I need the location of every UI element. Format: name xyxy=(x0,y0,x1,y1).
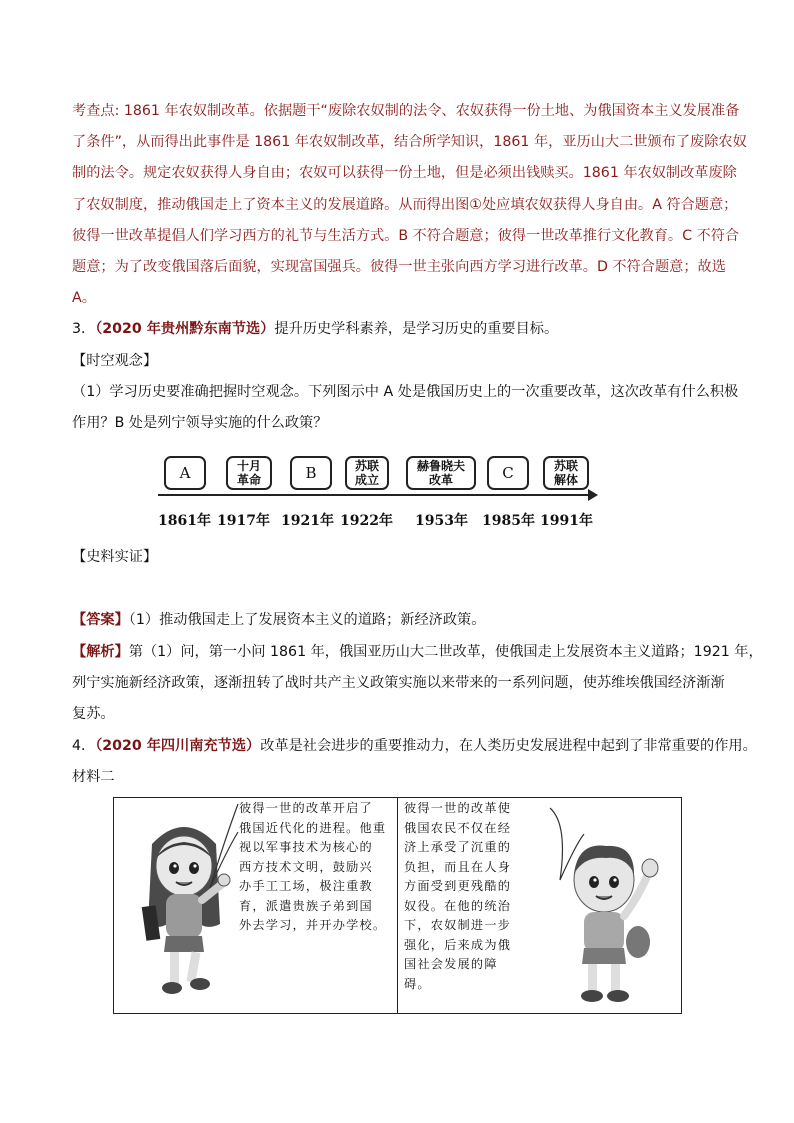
material-label: 材料二 xyxy=(72,769,115,785)
comic-figure xyxy=(113,797,682,1014)
question-4-heading xyxy=(72,731,757,762)
text-line: 作用？B 处是列宁领导实施的什么政策？ xyxy=(72,415,328,432)
question-source: （2020 年贵州黔东南节选） xyxy=(95,321,275,337)
text-line: 题意；为了改变俄国落后面貌，实现富国强兵。彼得一世主张向西方学习进行改革。D 不符合题意；故选 xyxy=(72,259,726,276)
text-line: 了农奴制度，推动俄国走上了资本主义的发展道路。从而得出图①处应填农奴获得人身自由。A 符合题意； xyxy=(72,196,738,213)
timeline-year: 1861年 xyxy=(158,513,211,529)
analysis-tag: 【解析】 xyxy=(72,644,129,660)
section-label-shikong: 【时空观念】 xyxy=(72,353,158,369)
timeline-box-b: B xyxy=(290,456,332,490)
text-line: 第（1）问，第一小问 1861 年，俄国亚历山大二世改革，使俄国走上发展资本主义道路；1921 年， xyxy=(128,644,763,660)
text-line: （1）学习历史要准确把握时空观念。下列图示中 A 处是俄国历史上的一次重要改革，这次改革有什么积极 xyxy=(72,384,739,400)
timeline-box-khrushchev-reform: 赫鲁晓夫 改革 xyxy=(406,456,476,490)
analysis xyxy=(72,637,763,731)
text-line: 列宁实施新经济政策，逐渐扭转了战时共产主义政策实施以来带来的一系列问题，使苏维埃俄国经济渐渐 xyxy=(72,675,725,692)
comic-divider xyxy=(397,798,398,1013)
answer xyxy=(72,605,724,636)
timeline-year: 1985年 xyxy=(482,513,535,529)
section-label-shiliao: 【史料实证】 xyxy=(72,549,158,565)
question-source: （2020 年四川南充节选） xyxy=(95,738,261,754)
sub-question-1 xyxy=(72,377,739,439)
timeline-box-ussr-founded: 苏联 成立 xyxy=(345,456,389,490)
comic-text-left: 彼得一世的改革开启了 俄国近代化的进程。他重 视以军事技术为核心的 西方技术文明，鼓励兴 办手工工场，极注重教 育，派遣贵族子弟到国 外去学习，并开办学校。 xyxy=(239,801,387,932)
question-number: 3． xyxy=(72,321,96,337)
boy-illustration xyxy=(554,834,664,1008)
text-line: 彼得一世改革提倡人们学习西方的礼节与生活方式。B 不符合题意；彼得一世改革推行文化教育。C 不符合 xyxy=(72,227,740,244)
timeline-year: 1917年 xyxy=(217,513,270,529)
timeline-year: 1953年 xyxy=(415,513,468,529)
text-line: A。 xyxy=(72,290,96,307)
question-number: 4． xyxy=(72,738,96,754)
timeline-year: 1921年 xyxy=(281,513,334,529)
text-line: 复苏。 xyxy=(72,706,115,723)
comic-text-right: 彼得一世的改革使 俄国农民不仅在经 济上承受了沉重的 负担，而且在人身 方面受到更残酷的 奴役。在他的统治 下，农奴制进一步 强化，后来成为俄 国社会发展的障 碍。 xyxy=(404,801,512,991)
answer-text: （1）推动俄国走上了发展资本主义的道路；新经济政策。 xyxy=(128,612,486,628)
timeline-box-october-revolution: 十月 革命 xyxy=(226,456,272,490)
timeline-box-c: C xyxy=(487,456,529,490)
text-line: 了条件”，从而得出此事件是 1861 年农奴制改革，结合所学知识，1861 年，亚历山大二世颁布了废除农奴 xyxy=(72,134,747,151)
timeline-year: 1922年 xyxy=(340,513,393,529)
text-line: 制的法令。规定农奴获得人身自由；农奴可以获得一份土地，但是必须出钱赎买。1861 年农奴制改革废除 xyxy=(72,165,737,182)
kaodian-analysis xyxy=(72,96,747,314)
speech-tail xyxy=(204,802,240,892)
timeline-axis xyxy=(158,494,594,496)
question-3-heading xyxy=(72,314,724,345)
timeline-box-a: A xyxy=(164,456,206,490)
timeline-year: 1991年 xyxy=(540,513,593,529)
question-stem: 改革是社会进步的重要推动力，在人类历史发展进程中起到了非常重要的作用。 xyxy=(260,738,757,754)
timeline-box-ussr-dissolved: 苏联 解体 xyxy=(543,456,589,490)
timeline-figure xyxy=(154,452,600,530)
arrow-icon xyxy=(588,489,598,501)
question-stem: 提升历史学科素养，是学习历史的重要目标。 xyxy=(274,321,559,337)
answer-tag: 【答案】 xyxy=(72,612,129,628)
text-line: 考查点: 1861 年农奴制改革。依据题干“废除农奴制的法令、农奴获得一份土地、为俄国资本主义发展准备 xyxy=(72,103,740,119)
